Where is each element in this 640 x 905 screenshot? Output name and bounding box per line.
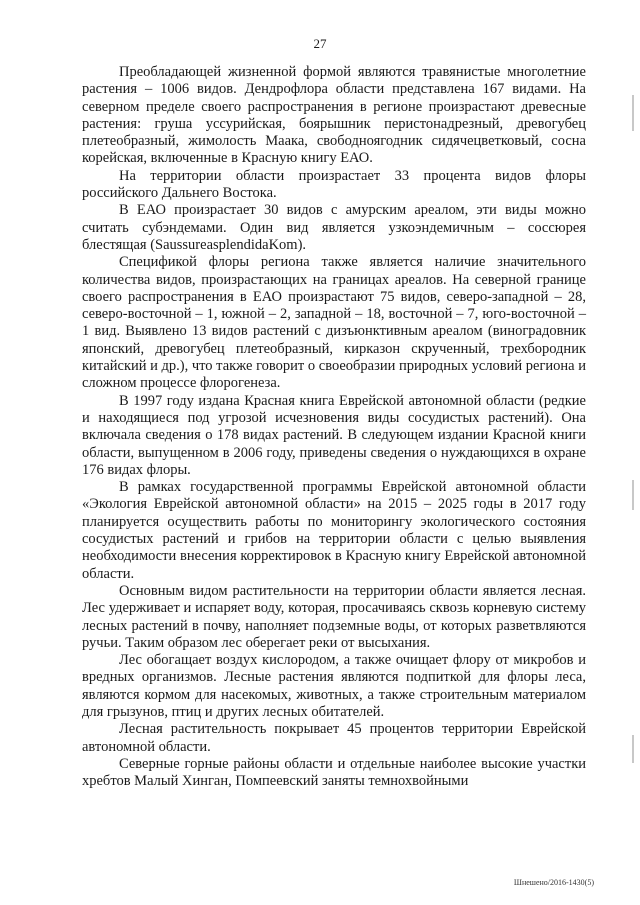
paragraph: В 1997 году издана Красная книга Еврейской автономной области (редкие и находящиеся под угрозой исчезновения виды сосудистых растений). Она включала сведения о 178 видах растений. В следующем издании Красной книги области, выпущенном в 2006 году, приведены сведения о нуждающихся в охране 176 видах флоры. [82,392,586,478]
paragraph: В ЕАО произрастает 30 видов с амурским ареалом, эти виды можно считать субэндемами. Один вид является узкоэндемичным – соссюрея блестящая (SaussureasplendidaKom). [82,202,586,253]
paragraph: Преобладающей жизненной формой являются травянистые многолетние растения – 1006 видов. Дендрофлора области представлена 167 видами. На северном пределе своего распространения в регионе произрастают древесные растения: груша уссурийская, боярышник перистонадрезный, древогубец плетеобразный, жимолость Маака, свободноягодник сидячецветковый, сосна корейская, включенные в Красную книгу ЕАО. [82,64,586,167]
body-text [82,64,586,790]
document-code: Шнешено/2016-1430(5) [513,878,594,887]
paragraph: На территории области произрастает 33 процента видов флоры российского Дальнего Востока. [82,167,586,202]
paragraph: Северные горные районы области и отдельные наиболее высокие участки хребтов Малый Хинган, Помпеевский заняты темнохвойными [82,755,586,790]
paragraph: Лесная растительность покрывает 45 процентов территории Еврейской автономной области. [82,721,586,755]
page-number: 27 [313,36,327,51]
paragraph: Основным видом растительности на территории области является лесная. Лес удерживает и испаряет воду, которая, просачиваясь сквозь корневую систему лесных растений в почву, наполняет подземные воды, от которых разветвляются ручьи. Таким образом лес оберегает реки от высыхания. [82,582,586,651]
scan-edge-mark [632,735,634,763]
paragraph: Спецификой флоры региона также является наличие значительного количества видов, произрастающих на границах ареалов. На северной границе своего распространения в ЕАО произрастают 75 видов, северо-западной – 28, северо-восточной – 1, южной – 2, западной – 18, восточной – 7, юго-восточной – 1 вид. Выявлено 13 видов растений с дизъюнктивным ареалом (виноградовник японский, древогубец плетеобразный, кирказон скрученный, трехбородник китайский и др.), что также говорит о своеобразии природных условий региона и сложном процессе флорогенеза. [82,254,586,392]
scan-edge-mark [632,480,634,510]
scan-edge-mark [632,95,634,131]
paragraph: В рамках государственной программы Еврейской автономной области «Экология Еврейской автономной области» на 2015 – 2025 годы в 2017 году планируется осуществить работы по мониторингу экологического состояния сосудистых растений и грибов на территории области с целью выявления необходимости внесения корректировок в Красную книгу Еврейской автономной области. [82,479,586,582]
paragraph: Лес обогащает воздух кислородом, а также очищает флору от микробов и вредных организмов. Лесные растения являются подпиткой для флоры леса, являются кормом для насекомых, животных, а также строительным материалом для грызунов, птиц и других лесных обитателей. [82,652,586,720]
